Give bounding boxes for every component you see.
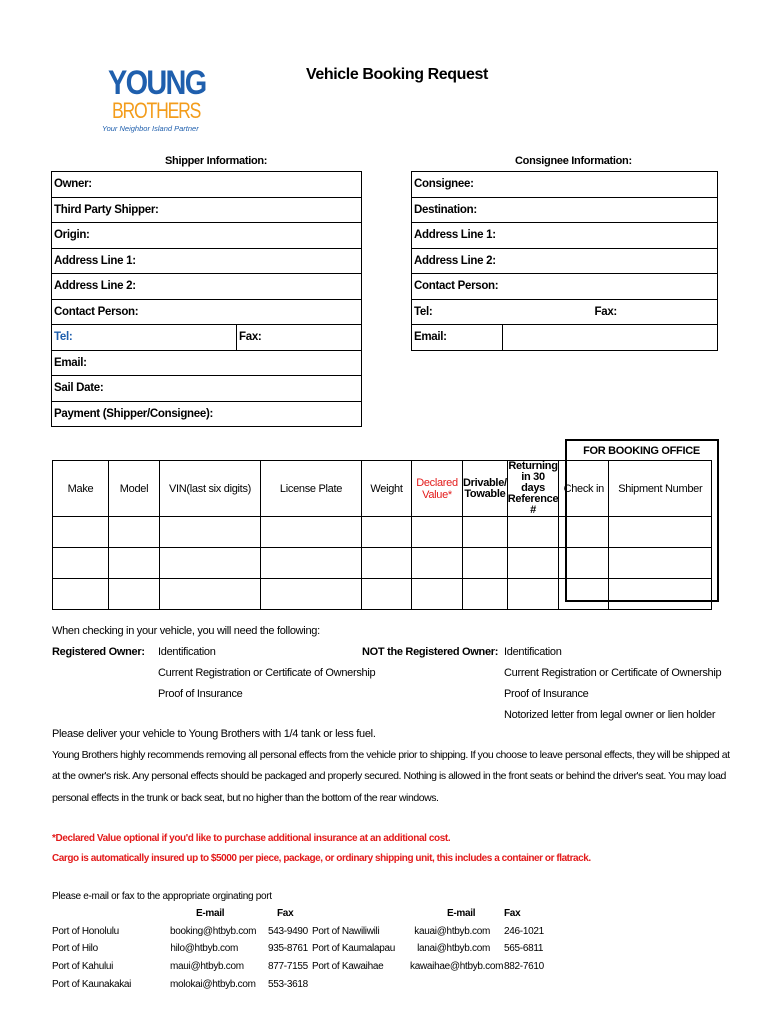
destination-field[interactable]: Destination:	[412, 197, 718, 223]
col-declared: Declared Value*	[412, 461, 463, 517]
port-fax: 935-8761	[268, 943, 308, 954]
consignee-header: Consignee Information:	[515, 155, 632, 167]
sail-date-field[interactable]: Sail Date:	[52, 376, 362, 402]
port-fax: 246-1021	[504, 926, 544, 937]
personal-effects-note: personal effects in the trunk or back seat, but no higher than the bottom of the rear windows.	[52, 792, 439, 804]
not-registered-item: Current Registration or Certificate of Ownership	[504, 667, 722, 679]
email-header-left: E-mail	[196, 908, 225, 919]
deliver-note: Please deliver your vehicle to Young Brothers with 1/4 tank or less fuel.	[52, 728, 376, 740]
personal-effects-note: at the owner's risk. Any personal effects should be packaged and properly secured. Nothing is allowed in the front seats or behind the driver's seat. You may load	[52, 770, 726, 782]
shipper-address1-field[interactable]: Address Line 1:	[52, 248, 362, 274]
fax-header-left: Fax	[277, 908, 294, 919]
owner-field[interactable]: Owner:	[52, 172, 362, 198]
not-registered-owner-label: NOT the Registered Owner:	[362, 646, 499, 658]
port-fax: 565-6811	[504, 943, 544, 954]
personal-effects-note: Young Brothers highly recommends removing all personal effects from the vehicle prior to shipping. If you choose to leave personal effects, they will be shipped at	[52, 749, 730, 761]
port-fax: 543-9490	[268, 926, 308, 937]
port-name: Port of Kawaihae	[312, 961, 384, 972]
col-model: Model	[109, 461, 160, 517]
col-shipment: Shipment Number	[609, 461, 712, 517]
port-email[interactable]: lanai@htbyb.com	[417, 943, 490, 954]
logo-tagline: Your Neighbor Island Partner	[102, 124, 199, 133]
email-header-right: E-mail	[447, 908, 476, 919]
port-name: Port of Kaumalapau	[312, 943, 395, 954]
registered-item: Identification	[158, 646, 216, 658]
declared-value-note: *Declared Value optional if you'd like to purchase additional insurance at an additional cost.	[52, 833, 451, 844]
not-registered-item: Proof of Insurance	[504, 688, 589, 700]
consignee-field[interactable]: Consignee:	[412, 172, 718, 198]
port-email[interactable]: kawaihae@htbyb.com	[410, 961, 504, 972]
logo-brothers: BROTHERS	[112, 98, 201, 123]
shipper-fax-field[interactable]: Fax:	[237, 325, 362, 351]
table-row	[53, 517, 712, 548]
contacts-intro: Please e-mail or fax to the appropriate orginating port	[52, 891, 272, 902]
consignee-address1-field[interactable]: Address Line 1:	[412, 223, 718, 249]
port-email[interactable]: molokai@htbyb.com	[170, 979, 256, 990]
cargo-insurance-note: Cargo is automatically insured up to $5000 per piece, package, or ordinary shipping unit, this includes a container or flatrack.	[52, 853, 591, 864]
port-name: Port of Kaunakakai	[52, 979, 132, 990]
registered-item: Proof of Insurance	[158, 688, 243, 700]
port-email[interactable]: maui@htbyb.com	[170, 961, 244, 972]
registered-owner-label: Registered Owner:	[52, 646, 145, 658]
col-make: Make	[53, 461, 109, 517]
table-row	[53, 579, 712, 610]
col-vin: VIN(last six digits)	[160, 461, 261, 517]
not-registered-item: Identification	[504, 646, 562, 658]
col-plate: License Plate	[261, 461, 362, 517]
port-name: Port of Nawiliwili	[312, 926, 380, 937]
consignee-contact-field[interactable]: Contact Person:	[412, 274, 718, 300]
shipper-header: Shipper Information:	[165, 155, 268, 167]
consignee-address2-field[interactable]: Address Line 2:	[412, 248, 718, 274]
page-title: Vehicle Booking Request	[306, 66, 488, 83]
port-name: Port of Hilo	[52, 943, 98, 954]
port-fax: 882-7610	[504, 961, 544, 972]
col-checkin: Check in	[559, 461, 609, 517]
consignee-email-field[interactable]: Email:	[412, 325, 503, 351]
col-drivable: Drivable/ Towable	[463, 461, 508, 517]
shipper-form	[51, 171, 362, 427]
vehicle-table	[52, 460, 712, 610]
consignee-tel-fax-field[interactable]: Tel: Fax:	[412, 299, 718, 325]
port-name: Port of Kahului	[52, 961, 114, 972]
table-row	[53, 548, 712, 579]
shipper-contact-field[interactable]: Contact Person:	[52, 299, 362, 325]
consignee-form	[411, 171, 718, 351]
col-weight: Weight	[362, 461, 412, 517]
shipper-tel-field[interactable]: Tel:	[52, 325, 237, 351]
port-email[interactable]: hilo@htbyb.com	[170, 943, 238, 954]
port-email[interactable]: booking@htbyb.com	[170, 926, 257, 937]
logo-young: YOUNG	[108, 64, 206, 102]
registered-item: Current Registration or Certificate of Ownership	[158, 667, 376, 679]
port-email[interactable]: kauai@htbyb.com	[414, 926, 490, 937]
payment-field[interactable]: Payment (Shipper/Consignee):	[52, 401, 362, 427]
origin-field[interactable]: Origin:	[52, 223, 362, 249]
checkin-intro: When checking in your vehicle, you will need the following:	[52, 625, 320, 637]
fax-header-right: Fax	[504, 908, 521, 919]
col-returning: Returning in 30 days Reference #	[507, 460, 559, 516]
port-fax: 877-7155	[268, 961, 308, 972]
booking-office-header: FOR BOOKING OFFICE	[565, 439, 718, 462]
third-party-field[interactable]: Third Party Shipper:	[52, 197, 362, 223]
shipper-address2-field[interactable]: Address Line 2:	[52, 274, 362, 300]
port-name: Port of Honolulu	[52, 926, 119, 937]
port-fax: 553-3618	[268, 979, 308, 990]
consignee-email-input[interactable]	[503, 325, 718, 351]
shipper-email-field[interactable]: Email:	[52, 350, 362, 376]
not-registered-item: Notorized letter from legal owner or lien holder	[504, 709, 716, 721]
